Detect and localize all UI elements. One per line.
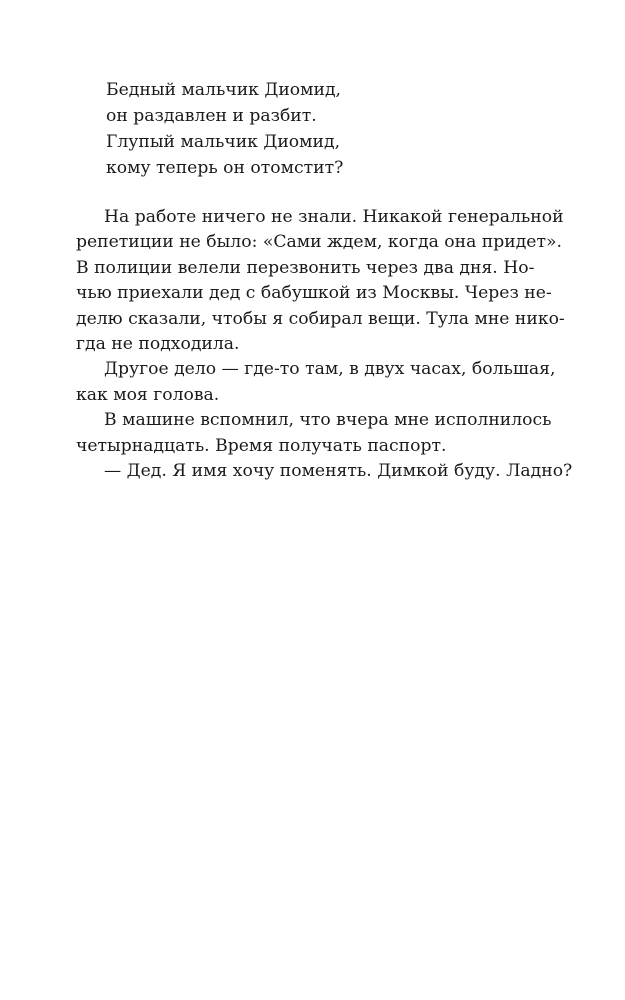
prose-body: [76, 205, 573, 484]
paragraph-line: На работе ничего не знали. Никакой генеральной: [104, 207, 564, 227]
dialogue-line: — Дед. Я имя хочу поменять. Димкой буду. Ладно?: [104, 460, 573, 481]
paragraph-line: чью приехали дед с бабушкой из Москвы. Через не-: [76, 283, 552, 304]
paragraph-line: Другое дело — где-то там, в двух часах, большая,: [104, 359, 556, 380]
paragraph-line: делю сказали, чтобы я собирал вещи. Тула мне нико-: [76, 308, 565, 329]
paragraph-line: как моя голова.: [76, 384, 220, 405]
poem-line: он раздавлен и разбит.: [106, 106, 317, 126]
poem-line: Глупый мальчик Диомид,: [106, 132, 341, 152]
poem-stanza: [106, 77, 526, 181]
poem-line: Бедный мальчик Диомид,: [106, 80, 342, 100]
paragraph-line: гда не подходила.: [76, 333, 240, 354]
paragraph-line: В машине вспомнил, что вчера мне исполнилось: [104, 410, 552, 431]
paragraph-line: В полиции велели перезвонить через два дня. Но-: [76, 257, 535, 278]
paragraph-line: репетиции не было: «Сами ждем, когда она придет».: [76, 232, 562, 253]
poem-line: кому теперь он отомстит?: [106, 158, 344, 178]
paragraph-line: четырнадцать. Время получать паспорт.: [76, 435, 447, 456]
